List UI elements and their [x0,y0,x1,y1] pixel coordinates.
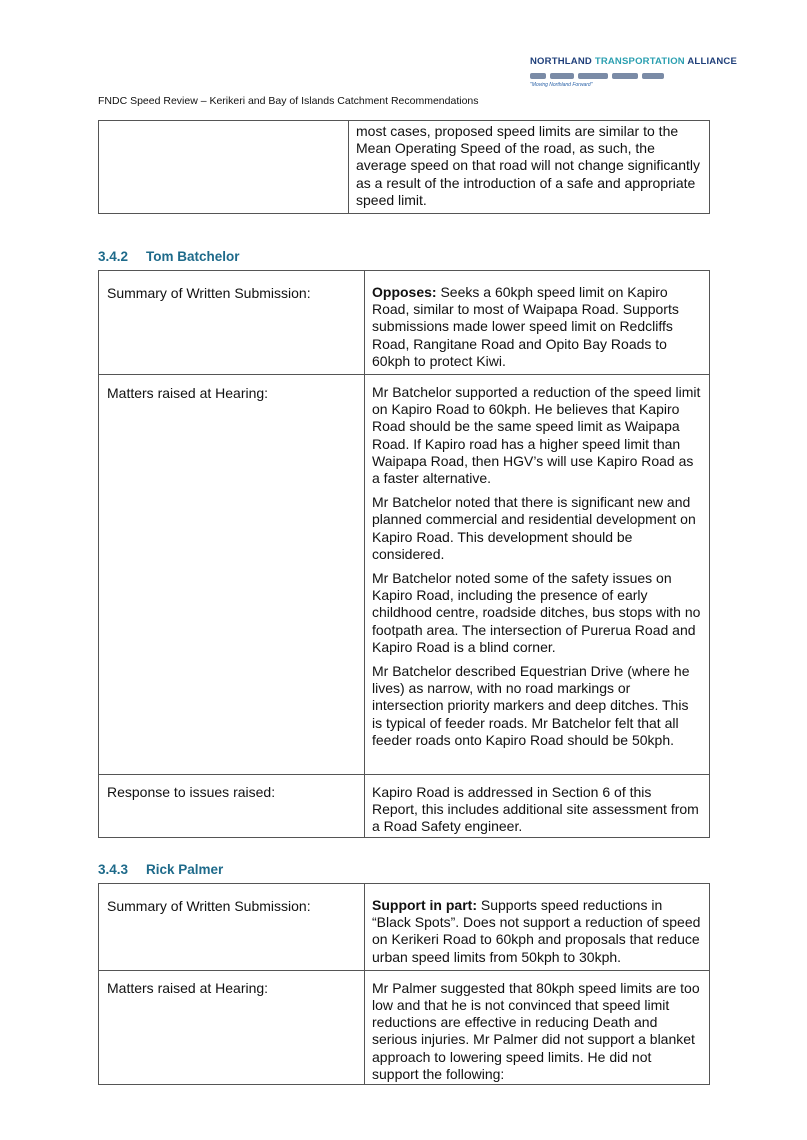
summary-value [365,884,710,971]
hearing-text: Mr Palmer suggested that 80kph speed limits are too low and that he is not convinced that speed limit reductions are effective in reducing Death and serious injuries. Mr Palmer did not support a blanket approach to lowering speed limits. He did not support the following: [372,979,700,1082]
logo-partner-marks [530,71,705,80]
hearing-label: Matters raised at Hearing: [99,375,365,775]
table-row [99,775,710,838]
section-heading-3-4-3 [98,862,223,877]
response-value [365,775,710,838]
hearing-value [365,970,710,1084]
continued-paragraph: most cases, proposed speed limits are similar to the Mean Operating Speed of the road, as such, the average speed on that road will not change significantly as a result of the introduction of a safe and appropriate speed limit. [356,123,700,208]
summary-position: Support in part: [372,897,477,913]
hearing-paragraph: Mr Batchelor noted that there is significant new and planned commercial and residential development on Kapiro Road. This development should be considered. [372,494,696,562]
rick-palmer-table [98,883,710,1085]
northland-transportation-alliance-logo [530,56,737,94]
table-row [99,375,710,775]
section-title: Tom Batchelor [146,249,240,264]
response-label: Response to issues raised: [99,775,365,838]
section-heading-3-4-2 [98,249,240,264]
table-row [99,271,710,375]
summary-text: Supports speed reductions in “Black Spots”. Does not support a reduction of speed on Kerikeri Road to 60kph and proposals that reduce urban speed limits from 50kph to 30kph. [372,897,701,965]
section-title: Rick Palmer [146,862,224,877]
empty-label-cell [99,121,349,214]
document-header: FNDC Speed Review – Kerikeri and Bay of Islands Catchment Recommendations [98,95,479,107]
response-text: Kapiro Road is addressed in Section 6 of this Report, this includes additional site assessment from a Road Safety engineer. [372,784,699,835]
logo-title: NORTHLAND TRANSPORTATION ALLIANCE [530,56,737,67]
section-number: 3.4.2 [98,249,129,264]
hearing-paragraph: Mr Batchelor supported a reduction of the speed limit on Kapiro Road to 60kph. He believes that Kapiro Road should be the same speed limit as Waipapa Road. If Kapiro road has a higher speed limit than Waipapa Road, then HGV’s will use Kapiro Road as a faster alternative. [372,384,701,487]
summary-value [365,271,710,375]
hearing-value [365,375,710,775]
summary-text: Seeks a 60kph speed limit on Kapiro Road, similar to most of Waipapa Road. Supports submissions made lower speed limit on Redcliffs Road, Rangitane Road and Opito Bay Roads to 60kph to protect Kiwi. [372,284,679,369]
table-row [99,121,710,214]
summary-label: Summary of Written Submission: [99,884,365,971]
table-row [99,970,710,1084]
hearing-paragraph: Mr Batchelor noted some of the safety issues on Kapiro Road, including the presence of early childhood centre, roadside ditches, bus stops with no footpath area. The intersection of Purerua Road and Kapiro Road is a blind corner. [372,570,701,655]
summary-label: Summary of Written Submission: [99,271,365,375]
table-row [99,884,710,971]
hearing-label: Matters raised at Hearing: [99,970,365,1084]
value-cell [349,121,710,214]
section-number: 3.4.3 [98,862,129,877]
tom-batchelor-table [98,270,710,838]
hearing-paragraph: Mr Batchelor described Equestrian Drive (where he lives) as narrow, with no road markings or intersection priority markers and deep ditches. This is typical of feeder roads. Mr Batchelor felt that all feeder roads onto Kapiro Road should be 50kph. [372,663,690,748]
summary-position: Opposes: [372,284,437,300]
continued-table [98,120,710,214]
logo-tagline: "Moving Northland Forward" [530,82,593,88]
